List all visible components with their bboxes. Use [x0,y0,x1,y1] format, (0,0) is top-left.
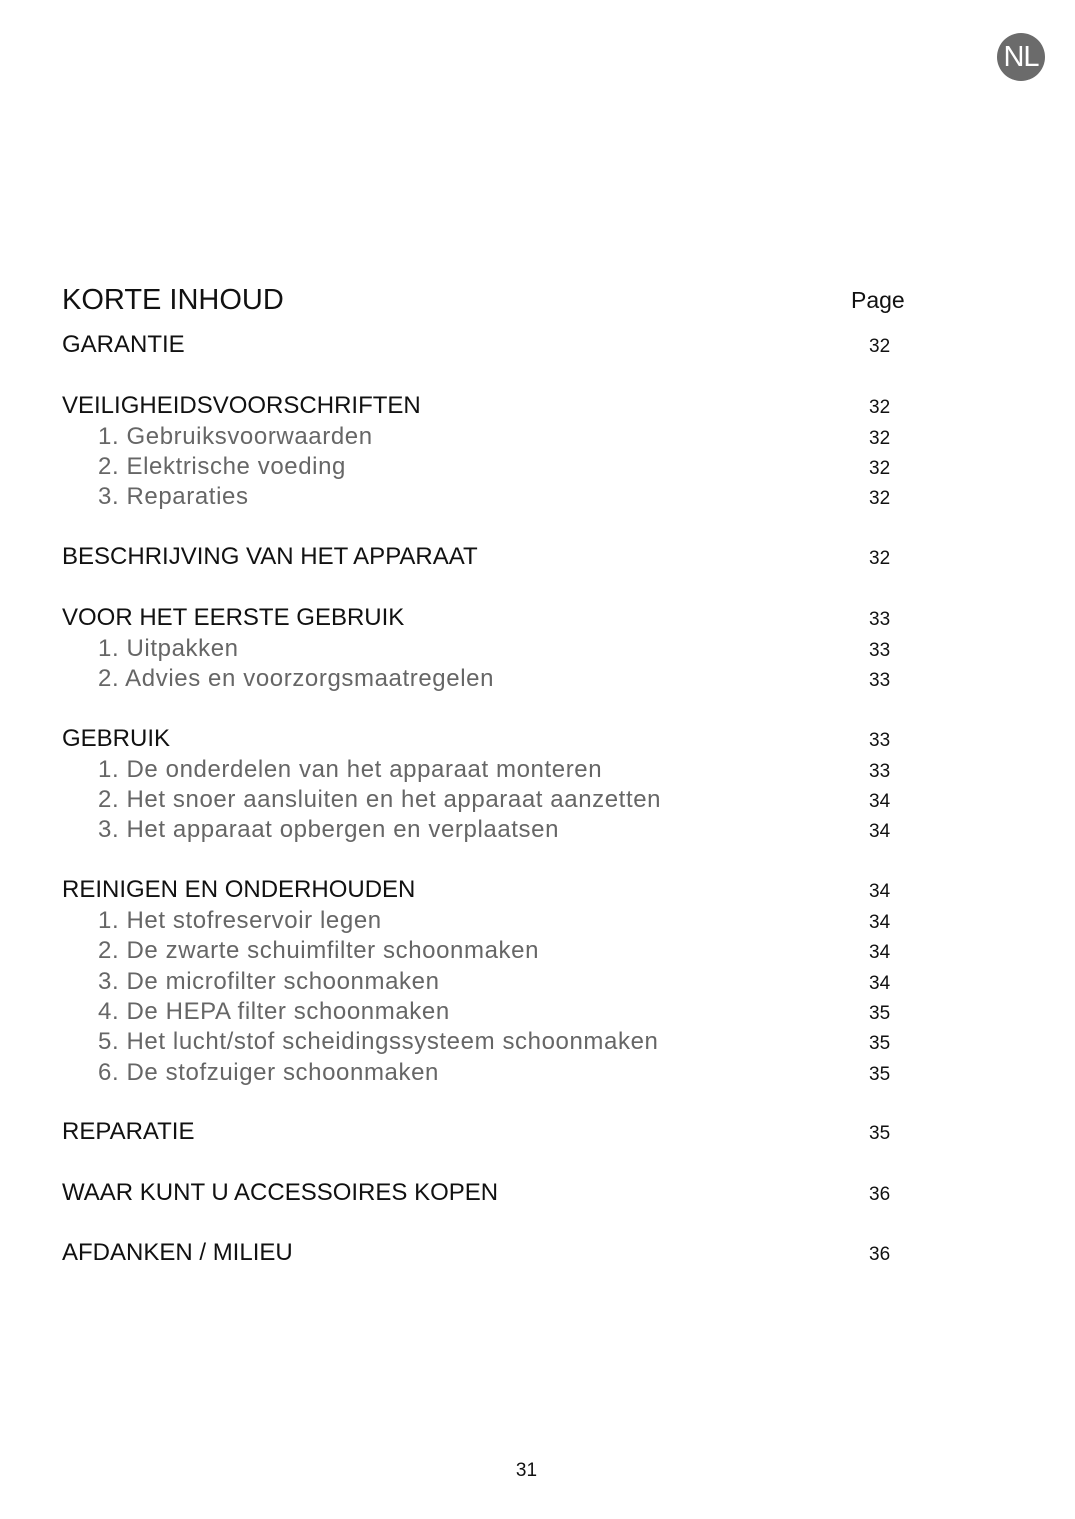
toc-page-number: 35 [869,1003,891,1024]
toc-page-number: 33 [869,640,891,661]
toc-subitem[interactable] [0,664,1075,694]
toc-subitem[interactable] [0,997,1075,1027]
toc-label: BESCHRIJVING VAN HET APPARAAT [62,543,478,570]
toc-page-number: 32 [869,428,891,449]
toc-page-number: 34 [869,942,891,963]
toc-page-number: 33 [869,730,891,751]
toc-label: 1. Gebruiksvoorwaarden [98,423,373,450]
toc-page-number: 33 [869,670,891,691]
toc-subitem[interactable] [0,936,1075,966]
toc-section-reinigen-en-onderhouden[interactable] [0,875,1075,905]
toc-label: 1. Uitpakken [98,635,239,662]
page-number: 31 [515,1460,538,1481]
toc-label: 1. Het stofreservoir legen [98,907,382,934]
toc-label: REPARATIE [62,1118,195,1145]
toc-subitem[interactable] [0,785,1075,815]
toc-page-number: 34 [869,912,891,933]
toc-label: 3. De microfilter schoonmaken [98,968,440,995]
toc-page-number: 34 [869,821,891,842]
toc-page-number: 33 [869,609,891,630]
toc-page-number: 35 [869,1064,891,1085]
toc-label: 6. De stofzuiger schoonmaken [98,1059,439,1086]
toc-page-number: 32 [869,397,891,418]
toc-label: GARANTIE [62,331,185,358]
toc-page-number: 35 [869,1033,891,1054]
toc-page-number: 32 [869,488,891,509]
toc-subitem[interactable] [0,1058,1075,1088]
toc-subitem[interactable] [0,967,1075,997]
toc-page-number: 35 [869,1123,891,1144]
toc-page-number: 34 [869,881,891,902]
toc-label: VOOR HET EERSTE GEBRUIK [62,604,405,631]
toc-subitem[interactable] [0,906,1075,936]
toc-page-number: 32 [869,336,891,357]
toc-label: 5. Het lucht/stof scheidingssysteem schoonmaken [98,1028,659,1055]
toc-section-reparatie[interactable] [0,1117,1075,1147]
toc-subitem[interactable] [0,1027,1075,1057]
toc-subitem[interactable] [0,482,1075,512]
toc-label: 2. Advies en voorzorgsmaatregelen [98,665,495,692]
toc-subitem[interactable] [0,815,1075,845]
toc-title: KORTE INHOUD [62,284,284,316]
toc-page-number: 36 [869,1184,891,1205]
toc-label: WAAR KUNT U ACCESSOIRES KOPEN [62,1179,499,1206]
language-badge: NL [997,33,1045,81]
toc-label: REINIGEN EN ONDERHOUDEN [62,876,416,903]
toc-label: 2. Elektrische voeding [98,453,346,480]
page-number-footer [0,1460,1075,1482]
toc-label: 2. De zwarte schuimfilter schoonmaken [98,937,540,964]
toc-page-number: 32 [869,458,891,479]
toc-label: 2. Het snoer aansluiten en het apparaat aanzetten [98,786,662,813]
toc-page-number: 32 [869,548,891,569]
toc-section-veiligheidsvoorschriften[interactable] [0,391,1075,421]
toc-section-voor-het-eerste-gebruik[interactable] [0,603,1075,633]
toc-section-gebruik[interactable] [0,724,1075,754]
toc-label: VEILIGHEIDSVOORSCHRIFTEN [62,392,421,419]
toc-subitem[interactable] [0,634,1075,664]
toc-subitem[interactable] [0,452,1075,482]
toc-label: 3. Het apparaat opbergen en verplaatsen [98,816,560,843]
toc-subitem[interactable] [0,422,1075,452]
toc-page-number: 34 [869,791,891,812]
toc-label: 1. De onderdelen van het apparaat monteren [98,756,603,783]
page-column-header: Page [851,287,905,313]
toc-section-beschrijving[interactable] [0,542,1075,572]
toc-label: AFDANKEN / MILIEU [62,1239,293,1266]
toc-page-number: 36 [869,1244,891,1265]
toc-section-afdanken-milieu[interactable] [0,1238,1075,1268]
toc-page-number: 33 [869,761,891,782]
toc-section-garantie[interactable] [0,330,1075,360]
toc-label: 4. De HEPA filter schoonmaken [98,998,450,1025]
toc-subitem[interactable] [0,755,1075,785]
toc-section-accessoires[interactable] [0,1178,1075,1208]
toc-label: 3. Reparaties [98,483,249,510]
toc-page-number: 34 [869,973,891,994]
toc-label: GEBRUIK [62,725,171,752]
